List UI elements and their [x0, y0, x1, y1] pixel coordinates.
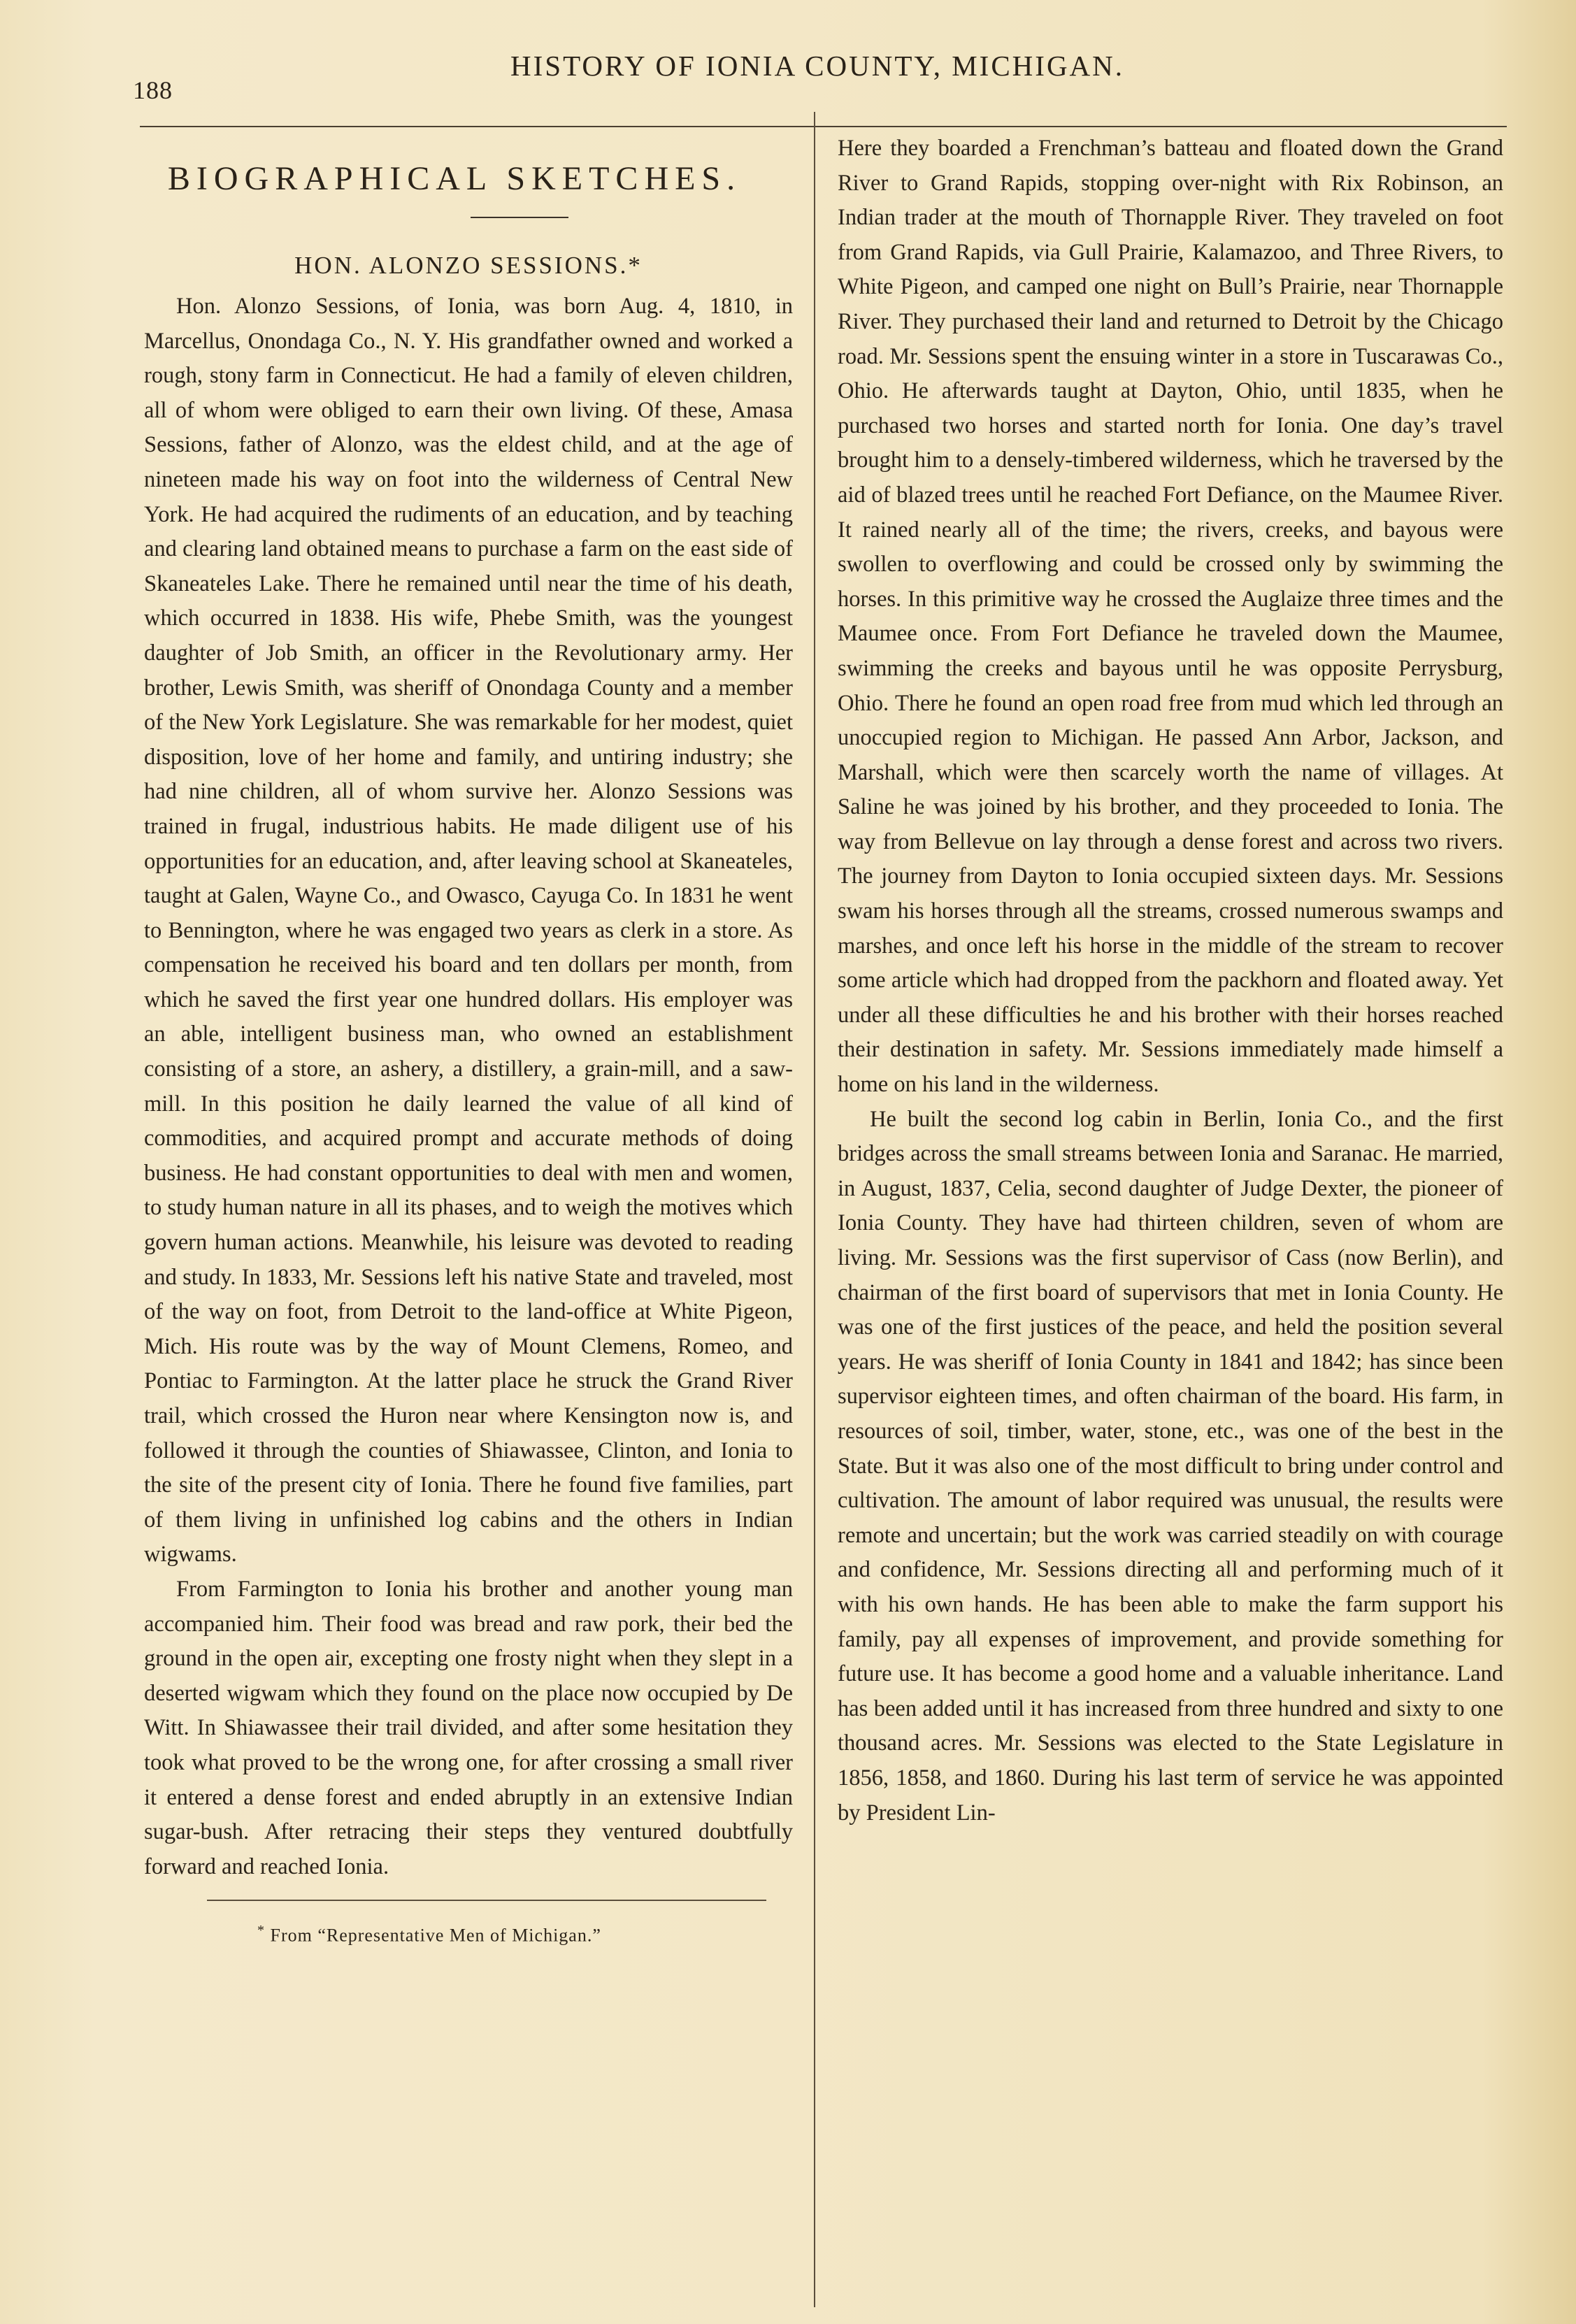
- section-title: BIOGRAPHICAL SKETCHES.: [167, 160, 742, 197]
- left-column: [144, 140, 793, 1949]
- running-title: HISTORY OF IONIA COUNTY, MICHIGAN.: [510, 50, 1125, 82]
- right-column: [838, 131, 1503, 1830]
- body-paragraph: From Farmington to Ionia his brother and another young man accompanied him. Their food was bread and raw pork, their bed the ground in the open air, excepting one frosty night when they slept in a deserted wigwam which they found on the place now occupied by De Witt. In Shiawassee their trail divided, and after some hesitation they took what proved to be the wrong one, for after crossing a small river it entered a dense forest and ended abruptly in an extensive Indian sugar-bush. After retracing their steps they ventured doubtfully forward and reached Ionia.: [144, 1576, 793, 1879]
- header-rule: [140, 126, 1507, 127]
- page-number: 188: [133, 76, 173, 104]
- title-rule: [471, 217, 568, 218]
- body-paragraph: Hon. Alonzo Sessions, of Ionia, was born Aug. 4, 1810, in Marcellus, Onondaga Co., N. Y. His grandfather owned and worked a rough, stony farm in Connecticut. He had a family of eleven children, all of whom were obliged to earn their own living. Of these, Amasa Sessions, father of Alonzo, was the eldest child, and at the age of nineteen made his way on foot into the wilderness of Central New York. He had acquired the rudiments of an education, and by teaching and clearing land obtained means to purchase a farm on the east side of Skaneateles Lake. There he remained until near the time of his death, which occurred in 1838. His wife, Phebe Smith, was the youngest daughter of Job Smith, an officer in the Revolutionary army. Her brother, Lewis Smith, was sheriff of Onondaga County and a member of the New York Legislature. She was remarkable for her modest, quiet disposition, love of her home and family, and untiring industry; she had nine children, all of whom survive her. Alonzo Sessions was trained in frugal, industrious habits. He made diligent use of his opportunities for an education, and, after leaving school at Skaneateles, taught at Galen, Wayne Co., and Owasco, Cayuga Co. In 1831 he went to Bennington, where he was engaged two years as clerk in a store. As compensation he received his board and ten dollars per month, from which he saved the first year one hundred dollars. His employer was an able, intelligent business man, who owned an establishment consisting of a store, an ashery, a distillery, a grain-mill, and a saw-mill. In this position he daily learned the value of all kind of commodities, and acquired prompt and accurate methods of doing business. He had constant opportunities to deal with men and women, to study human nature in all its phases, and to weigh the motives which govern human actions. Meanwhile, his leisure was devoted to reading and study. In 1833, Mr. Sessions left his native State and traveled, most of the way on foot, from Detroit to the land-office at White Pigeon, Mich. His route was by the way of Mount Clemens, Romeo, and Pontiac to Farmington. At the latter place he struck the Grand River trail, which crossed the Huron near where Kensington now is, and followed it through the counties of Shiawassee, Clinton, and Ionia to the site of the present city of Ionia. There he found five families, part of them living in unfinished log cabins and the others in Indian wigwams.: [144, 294, 793, 1568]
- biography-title: HON. ALONZO SESSIONS.*: [294, 252, 643, 279]
- body-paragraph: Here they boarded a Frenchman’s batteau and floated down the Grand River to Grand Rapids, stopping over-night with Rix Robinson, an Indian trader at the mouth of Thornapple River. They traveled on foot from Grand Rapids, via Gull Prairie, Kalamazoo, and Three Rivers, to White Pigeon, and camped one night on Bull’s Prairie, near Thornapple River. They purchased their land and returned to Detroit by the Chicago road. Mr. Sessions spent the ensuing winter in a store in Tuscarawas Co., Ohio. He afterwards taught at Dayton, Ohio, until 1835, when he purchased two horses and started north for Ionia. One day’s travel brought him to a densely-timbered wilderness, which he traversed by the aid of blazed trees until he reached Fort Defiance, on the Maumee River. It rained nearly all of the time; the rivers, creeks, and bayous were swollen to overflowing and could be crossed only by swimming the horses. In this primitive way he crossed the Auglaize three times and the Maumee once. From Fort Defiance he traveled down the Maumee, swimming the creeks and bayous until he was opposite Perrysburg, Ohio. There he found an open road free from mud which led through an unoccupied region to Michigan. He passed Ann Arbor, Jackson, and Marshall, which were then scarcely worth the name of villages. At Saline he was joined by his brother, and they proceeded to Ionia. The way from Bellevue on lay through a dense forest and across two rivers. The journey from Dayton to Ionia occupied sixteen days. Mr. Sessions swam his horses through all the streams, crossed numerous swamps and marshes, and once left his horse in the middle of the stream to recover some article which had dropped from the packhorn and floated away. Yet under all these difficulties he and his brother with their horses reached their destination in safety. Mr. Sessions immediately made himself a home on his land in the wilderness.: [838, 136, 1503, 1098]
- column-divider: [814, 112, 815, 2307]
- body-paragraph: He built the second log cabin in Berlin, Ionia Co., and the first bridges across the small streams between Ionia and Saranac. He married, in August, 1837, Celia, second daughter of Judge Dexter, the pioneer of Ionia County. They have had thirteen children, seven of whom are living. Mr. Sessions was the first supervisor of Cass (now Berlin), and chairman of the first board of supervisors that met in Ionia County. He was one of the first justices of the peace, and held the position several years. He was sheriff of Ionia County in 1841 and 1842; has since been supervisor eighteen times, and often chairman of the board. His farm, in resources of soil, timber, water, stone, etc., was one of the best in the State. But it was also one of the most difficult to bring under control and cultivation. The amount of labor required was unusual, the results were remote and uncertain; but the work was carried steadily on with courage and confidence, Mr. Sessions directing all and performing much of it with his own hands. He has been able to make the farm support his family, pay all expenses of improvement, and provide something for future use. It has become a good home and a valuable inheritance. Land has been added until it has increased from three hundred and sixty to one thousand acres. Mr. Sessions was elected to the State Legislature in 1856, 1858, and 1860. During his last term of service he was appointed by President Lin-: [838, 1106, 1503, 1826]
- footnote-rule: [207, 1900, 766, 1901]
- footnote: [257, 1918, 793, 1949]
- footnote-mark: *: [257, 1923, 265, 1939]
- footnote-text: From “Representative Men of Michigan.”: [270, 1925, 601, 1946]
